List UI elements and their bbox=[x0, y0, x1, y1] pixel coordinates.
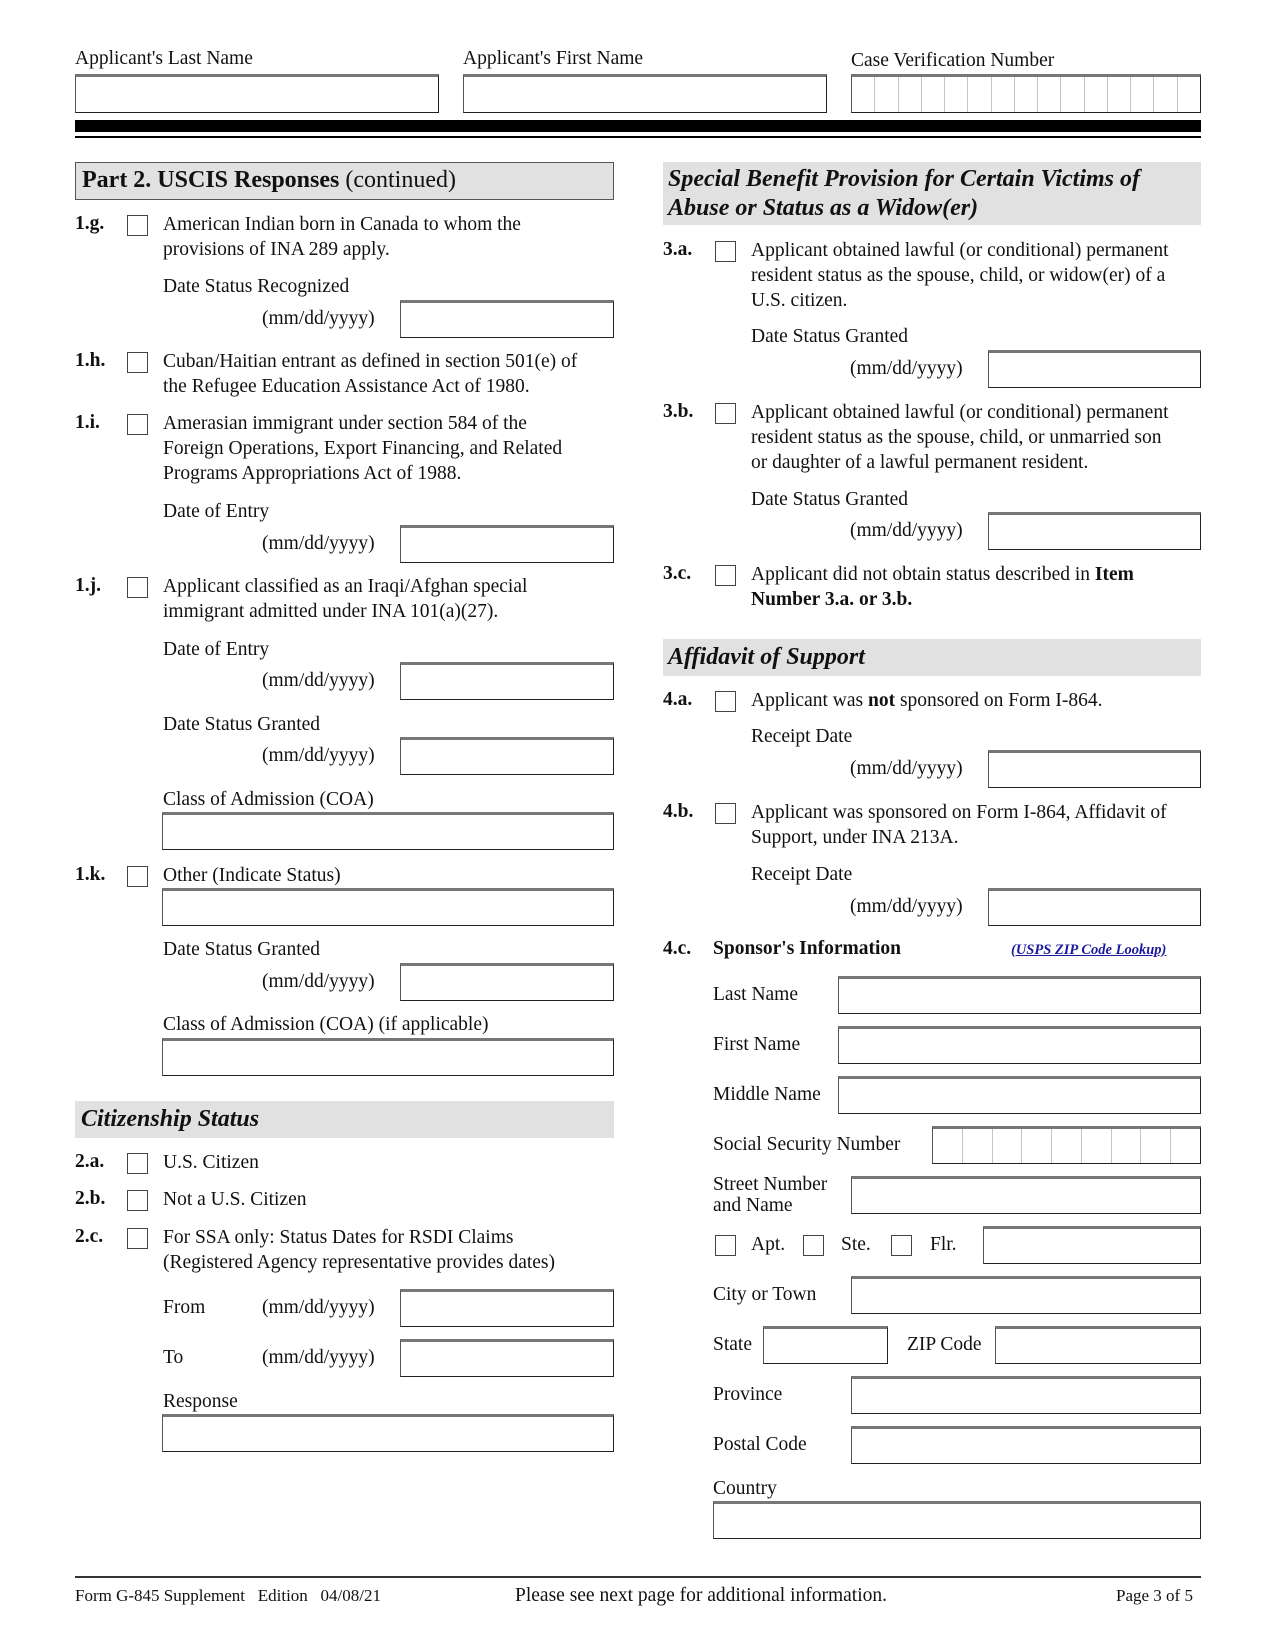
item-3b-number: 3.b. bbox=[663, 401, 694, 422]
item-1j-checkbox[interactable] bbox=[127, 577, 148, 598]
item-3a-date-label: Date Status Granted bbox=[751, 326, 909, 347]
item-1k-text: Other (Indicate Status) bbox=[163, 865, 341, 886]
sponsor-province-field[interactable] bbox=[851, 1376, 1201, 1414]
item-3a-number: 3.a. bbox=[663, 239, 693, 260]
footer-form-edition: Form G-845 Supplement Edition 04/08/21 bbox=[75, 1586, 381, 1605]
item-2b-checkbox[interactable] bbox=[127, 1190, 148, 1211]
header-thin-rule bbox=[75, 136, 1201, 138]
sponsor-ssn-label: Social Security Number bbox=[713, 1134, 901, 1155]
item-3b-checkbox[interactable] bbox=[715, 403, 736, 424]
item-3a-text-3: U.S. citizen. bbox=[751, 290, 848, 311]
item-1k-coa-field[interactable] bbox=[162, 1038, 614, 1076]
item-4b-number: 4.b. bbox=[663, 801, 694, 822]
item-1i-date-field[interactable] bbox=[400, 525, 614, 563]
item-4b-date-format: (mm/dd/yyyy) bbox=[850, 896, 963, 917]
item-3a-text-1: Applicant obtained lawful (or conditional) permanent bbox=[751, 240, 1169, 261]
item-3b-date-format: (mm/dd/yyyy) bbox=[850, 520, 963, 541]
item-1k-coa-label: Class of Admission (COA) (if applicable) bbox=[163, 1014, 489, 1035]
item-1i-text-1: Amerasian immigrant under section 584 of the bbox=[163, 413, 527, 434]
ste-checkbox[interactable] bbox=[803, 1235, 824, 1256]
sponsor-street-field[interactable] bbox=[851, 1176, 1201, 1214]
ssn-segments bbox=[933, 1129, 1200, 1163]
item-2c-from-format: (mm/dd/yyyy) bbox=[262, 1297, 375, 1318]
item-1j-text-2: immigrant admitted under INA 101(a)(27). bbox=[163, 601, 499, 622]
item-4a-text-post: sponsored on Form I-864. bbox=[895, 690, 1103, 711]
sponsor-state-field[interactable] bbox=[763, 1326, 888, 1364]
sponsor-info-title: Sponsor's Information bbox=[713, 938, 901, 959]
sponsor-zip-field[interactable] bbox=[995, 1326, 1201, 1364]
apt-ste-flr-number-field[interactable] bbox=[983, 1226, 1201, 1264]
item-1h-number: 1.h. bbox=[75, 350, 106, 371]
item-1j-number: 1.j. bbox=[75, 575, 101, 596]
part2-title-continued: (continued) bbox=[339, 167, 456, 193]
item-2a-text: U.S. Citizen bbox=[163, 1152, 259, 1173]
item-1g-text-2: provisions of INA 289 apply. bbox=[163, 239, 390, 260]
item-3a-checkbox[interactable] bbox=[715, 241, 736, 262]
item-1j-granted-format: (mm/dd/yyyy) bbox=[262, 745, 375, 766]
item-1j-text-1: Applicant classified as an Iraqi/Afghan special bbox=[163, 576, 528, 597]
item-2c-text-2: (Registered Agency representative provides dates) bbox=[163, 1252, 556, 1273]
item-4b-date-label: Receipt Date bbox=[751, 864, 853, 885]
item-1j-coa-field[interactable] bbox=[162, 812, 614, 850]
item-2b-text: Not a U.S. Citizen bbox=[163, 1189, 307, 1210]
item-1i-date-label: Date of Entry bbox=[163, 501, 270, 522]
sponsor-postal-label: Postal Code bbox=[713, 1434, 807, 1455]
sponsor-country-label: Country bbox=[713, 1478, 777, 1499]
item-2c-response-label: Response bbox=[163, 1391, 238, 1412]
item-4a-checkbox[interactable] bbox=[715, 691, 736, 712]
item-2c-to-date-field[interactable] bbox=[400, 1339, 614, 1377]
last-name-field[interactable] bbox=[75, 74, 439, 113]
item-4a-number: 4.a. bbox=[663, 689, 693, 710]
item-2c-response-field[interactable] bbox=[162, 1414, 614, 1452]
sponsor-zip-label: ZIP Code bbox=[907, 1334, 982, 1355]
sponsor-city-field[interactable] bbox=[851, 1276, 1201, 1314]
item-1k-status-field[interactable] bbox=[162, 888, 614, 926]
item-1h-checkbox[interactable] bbox=[127, 352, 148, 373]
flr-label: Flr. bbox=[930, 1234, 957, 1255]
item-1h-text-1: Cuban/Haitian entrant as defined in section 501(e) of bbox=[163, 351, 578, 372]
special-benefit-title-2: Abuse or Status as a Widow(er) bbox=[668, 195, 979, 221]
item-2c-from-date-field[interactable] bbox=[400, 1289, 614, 1327]
sponsor-province-label: Province bbox=[713, 1384, 783, 1405]
citizenship-title: Citizenship Status bbox=[81, 1106, 260, 1132]
sponsor-middle-name-label: Middle Name bbox=[713, 1084, 821, 1105]
item-4a-text bbox=[751, 688, 1103, 713]
item-1k-checkbox[interactable] bbox=[127, 866, 148, 887]
item-3c-text-1-plain: Applicant did not obtain status described in bbox=[751, 564, 1095, 585]
item-4a-date-format: (mm/dd/yyyy) bbox=[850, 758, 963, 779]
sponsor-postal-field[interactable] bbox=[851, 1426, 1201, 1464]
item-4a-text-pre: Applicant was bbox=[751, 690, 868, 711]
item-1k-granted-format: (mm/dd/yyyy) bbox=[262, 971, 375, 992]
item-2b-number: 2.b. bbox=[75, 1188, 106, 1209]
item-3c-number: 3.c. bbox=[663, 563, 692, 584]
sponsor-first-name-label: First Name bbox=[713, 1034, 801, 1055]
case-number-label: Case Verification Number bbox=[851, 50, 1055, 71]
header-thick-rule bbox=[75, 120, 1201, 132]
flr-checkbox[interactable] bbox=[891, 1235, 912, 1256]
item-2a-checkbox[interactable] bbox=[127, 1153, 148, 1174]
item-1i-date-format: (mm/dd/yyyy) bbox=[262, 533, 375, 554]
item-1g-checkbox[interactable] bbox=[127, 215, 148, 236]
sponsor-middle-name-field[interactable] bbox=[838, 1076, 1201, 1114]
item-2c-from-label: From bbox=[163, 1297, 206, 1318]
item-1i-text-3: Programs Appropriations Act of 1988. bbox=[163, 463, 462, 484]
item-1j-granted-label: Date Status Granted bbox=[163, 714, 321, 735]
item-1j-entry-label: Date of Entry bbox=[163, 639, 270, 660]
item-3a-text-2: resident status as the spouse, child, or widow(er) of a bbox=[751, 265, 1166, 286]
case-number-field[interactable] bbox=[851, 74, 1201, 113]
item-3b-text-1: Applicant obtained lawful (or conditional) permanent bbox=[751, 402, 1169, 423]
last-name-label: Applicant's Last Name bbox=[75, 48, 253, 69]
item-1g-date-field[interactable] bbox=[400, 300, 614, 338]
item-3a-date-format: (mm/dd/yyyy) bbox=[850, 358, 963, 379]
footer-next-page-note: Please see next page for additional information. bbox=[515, 1585, 888, 1606]
item-3a-date-field[interactable] bbox=[988, 350, 1201, 388]
case-number-segments bbox=[852, 77, 1200, 112]
item-4a-date-label: Receipt Date bbox=[751, 726, 853, 747]
item-1j-entry-format: (mm/dd/yyyy) bbox=[262, 670, 375, 691]
sponsor-last-name-label: Last Name bbox=[713, 984, 799, 1005]
item-3b-text-3: or daughter of a lawful permanent resident. bbox=[751, 452, 1089, 473]
first-name-label: Applicant's First Name bbox=[463, 48, 644, 69]
item-1k-number: 1.k. bbox=[75, 864, 106, 885]
sponsor-first-name-field[interactable] bbox=[838, 1026, 1201, 1064]
item-2c-to-label: To bbox=[163, 1347, 184, 1368]
item-3c-text-1 bbox=[751, 562, 1134, 587]
apt-label: Apt. bbox=[751, 1234, 786, 1255]
item-3c-checkbox[interactable] bbox=[715, 565, 736, 586]
affidavit-title: Affidavit of Support bbox=[668, 644, 865, 670]
item-2c-checkbox[interactable] bbox=[127, 1228, 148, 1249]
item-1g-date-label: Date Status Recognized bbox=[163, 276, 350, 297]
item-4b-checkbox[interactable] bbox=[715, 803, 736, 824]
item-4b-text-2: Support, under INA 213A. bbox=[751, 827, 959, 848]
item-1k-granted-date-field[interactable] bbox=[400, 963, 614, 1001]
affidavit-header bbox=[663, 639, 1201, 676]
item-1j-coa-label: Class of Admission (COA) bbox=[163, 789, 374, 810]
footer-rule bbox=[75, 1576, 1201, 1578]
part2-header bbox=[75, 162, 614, 200]
item-3b-date-label: Date Status Granted bbox=[751, 489, 909, 510]
item-1g-number: 1.g. bbox=[75, 213, 105, 234]
special-benefit-title-1: Special Benefit Provision for Certain Victims of bbox=[668, 166, 1141, 192]
item-1g-date-format: (mm/dd/yyyy) bbox=[262, 308, 375, 329]
sponsor-ssn-field[interactable] bbox=[932, 1126, 1201, 1164]
item-4c-number: 4.c. bbox=[663, 938, 692, 959]
item-1h-text-2: the Refugee Education Assistance Act of 1980. bbox=[163, 376, 530, 397]
apt-checkbox[interactable] bbox=[715, 1235, 736, 1256]
item-2c-number: 2.c. bbox=[75, 1226, 104, 1247]
sponsor-state-label: State bbox=[713, 1334, 752, 1355]
item-4a-text-bold: not bbox=[867, 690, 896, 711]
sponsor-street-label-2: and Name bbox=[713, 1195, 793, 1216]
usps-zip-lookup-link[interactable]: (USPS ZIP Code Lookup) bbox=[1011, 942, 1167, 958]
special-benefit-header bbox=[663, 162, 1201, 225]
item-1j-entry-date-field[interactable] bbox=[400, 662, 614, 700]
sponsor-last-name-field[interactable] bbox=[838, 976, 1201, 1014]
item-3c-text-2: Number 3.a. or 3.b. bbox=[751, 589, 913, 610]
item-4b-receipt-date-field[interactable] bbox=[988, 888, 1201, 926]
item-1g-text-1: American Indian born in Canada to whom the bbox=[163, 214, 521, 235]
item-2c-text-1: For SSA only: Status Dates for RSDI Claims bbox=[163, 1227, 514, 1248]
item-4a-receipt-date-field[interactable] bbox=[988, 750, 1201, 788]
item-2c-to-format: (mm/dd/yyyy) bbox=[262, 1347, 375, 1368]
sponsor-country-field[interactable] bbox=[713, 1501, 1201, 1539]
item-1i-checkbox[interactable] bbox=[127, 414, 148, 435]
first-name-field[interactable] bbox=[463, 74, 827, 113]
item-3c-text-1-bold: Item bbox=[1094, 564, 1134, 585]
item-1i-text-2: Foreign Operations, Export Financing, and Related bbox=[163, 438, 563, 459]
item-1i-number: 1.i. bbox=[75, 412, 100, 433]
sponsor-city-label: City or Town bbox=[713, 1284, 817, 1305]
item-1k-granted-label: Date Status Granted bbox=[163, 939, 321, 960]
item-2a-number: 2.a. bbox=[75, 1151, 105, 1172]
ste-label: Ste. bbox=[841, 1234, 871, 1255]
item-1j-granted-date-field[interactable] bbox=[400, 737, 614, 775]
footer-page-number: Page 3 of 5 bbox=[1116, 1586, 1193, 1605]
sponsor-street-label-1: Street Number bbox=[713, 1174, 828, 1195]
citizenship-header bbox=[75, 1101, 614, 1138]
part2-title: Part 2. USCIS Responses bbox=[82, 167, 340, 193]
item-3b-text-2: resident status as the spouse, child, or unmarried son bbox=[751, 427, 1162, 448]
item-3b-date-field[interactable] bbox=[988, 512, 1201, 550]
item-4b-text-1: Applicant was sponsored on Form I-864, Affidavit of bbox=[751, 802, 1167, 823]
